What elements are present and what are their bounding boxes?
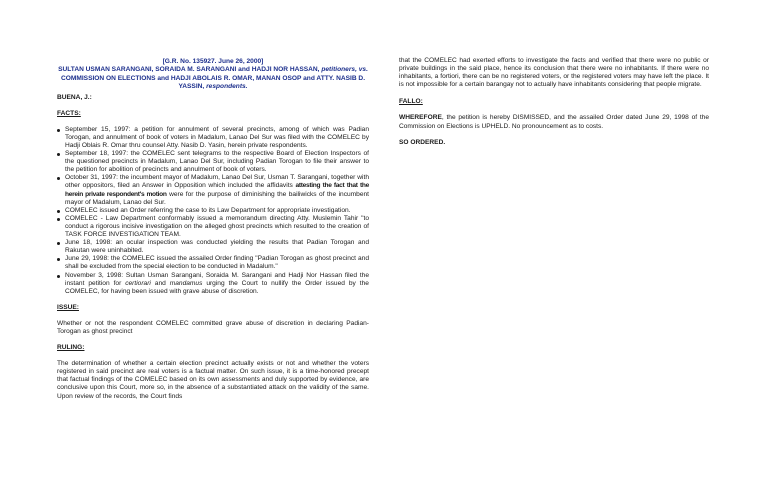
wherefore-word: WHEREFORE [399,114,442,122]
facts-heading: FACTS: [57,109,81,117]
issue-text: Whether or not the respondent COMELEC committed grave abuse of discretion in declaring Padian-Torogan as ghost precinct [57,319,369,335]
right-column [399,0,709,147]
petitioners-names: SULTAN USMAN SARANGANI, SORAIDA M. SARANGANI and HADJI NOR HASSAN, [58,66,320,74]
facts-item: June 29, 1998: the COMELEC issued the assailed Order finding "Padian Torogan as ghost precinct and shall be excluded from the special election to be conducted in Madalum." [57,255,369,271]
issue-heading: ISSUE: [57,303,79,311]
ruling-heading: RULING: [57,344,85,352]
so-ordered: SO ORDERED. [399,138,446,146]
fallo-text: WHEREFORE, the petition is hereby DISMISSED, and the assailed Order dated June 29, 1998 of the Commission on Elections is UPHELD. No pronouncement as to costs. [399,114,709,130]
ruling-text-continued: that the COMELEC had exerted efforts to investigate the facts and verified that there were no public or private buildings in the said place, hence its conclusion that there were no inhabitants. If there were no inhabitants, a fortiori, there can be no registered voters, or the registered voters may have left the place. It is not impossible for a certain barangay not to actually have inhabitants considering that people migrate. [399,57,709,89]
facts-item: October 31, 1997: the incumbent mayor of Madalum, Lanao Del Sur, Usman T. Sarangani, together with other oppositors, filed an Answer in Opposition which included the affidavits attesting the fact that the herein private respondent's motion were for the purpose of diminishing the bailiwicks of the incumbent mayor of Madalum, Lanao del Sur. [57,174,369,206]
respondents-names: COMMISSION ON ELECTIONS and HADJI ABOLAIS R. OMAR, MANAN OSOP and ATTY. NASIB D. YASSIN, [60,74,366,91]
case-title [57,66,369,91]
facts-item: June 18, 1998: an ocular inspection was conducted yielding the results that Padian Torogan and Rakutan were uninhabited. [57,239,369,255]
facts-item: September 15, 1997: a petition for annulment of several precincts, among of which was Padian Torogan, and annulment of book of voters in Madalum, Lanao Del Sur was filed with the COMELEC by Hadji Oblais R. Omar thru counsel Atty. Nasib D. Yasin, herein private respondents. [57,126,369,150]
ponente: BUENA, J.: [57,93,92,101]
respondents-word: respondents. [206,83,248,91]
fallo-heading: FALLO: [399,98,423,106]
facts-list [57,126,369,296]
left-column [57,0,369,401]
facts-item: November 3, 1998: Sultan Usman Sarangani, Soraida M. Sarangani and Hadji Nor Hassan filed the instant petition for certiorari and mandamus urging the Court to nullify the Order issued by the COMELEC, for having been issued with grave abuse of discretion. [57,272,369,296]
facts-item: September 18, 1997: the COMELEC sent telegrams to the respective Board of Election Inspectors of the questioned precincts in Madalum, Lanao Del Sur, including Padian Torogan to file their answer to the petition for abolition of precincts and annulment of book of voters. [57,150,369,174]
ruling-text: The determination of whether a certain election precinct actually exists or not and whether the voters registered in said precinct are real voters is a factual matter. On such issue, it is a time-honored precept that factual findings of the COMELEC based on its own assessments and duly supported by evidence, are conclusive upon this Court, more so, in the absence of a substantiated attack on the validity of the same. Upon review of the records, the Court finds [57,360,369,400]
highlighted-phrase: attesting the fact that the herein private respondent's motion [65,182,369,198]
vs-word: vs. [358,66,368,74]
gr-reference: [G.R. No. 135927. June 26, 2000] [162,58,264,65]
petitioners-word: petitioners, [321,66,357,74]
facts-item: COMELEC - Law Department conformably issued a memorandum directing Atty. Muslemin Tahir "to conduct a rigorous incisive investigation on the alleged ghost precincts which resulted to the creation of TASK FORCE INVESTIGATION TEAM. [57,215,369,239]
facts-item: COMELEC issued an Order referring the case to its Law Department for appropriate investigation. [57,207,369,215]
